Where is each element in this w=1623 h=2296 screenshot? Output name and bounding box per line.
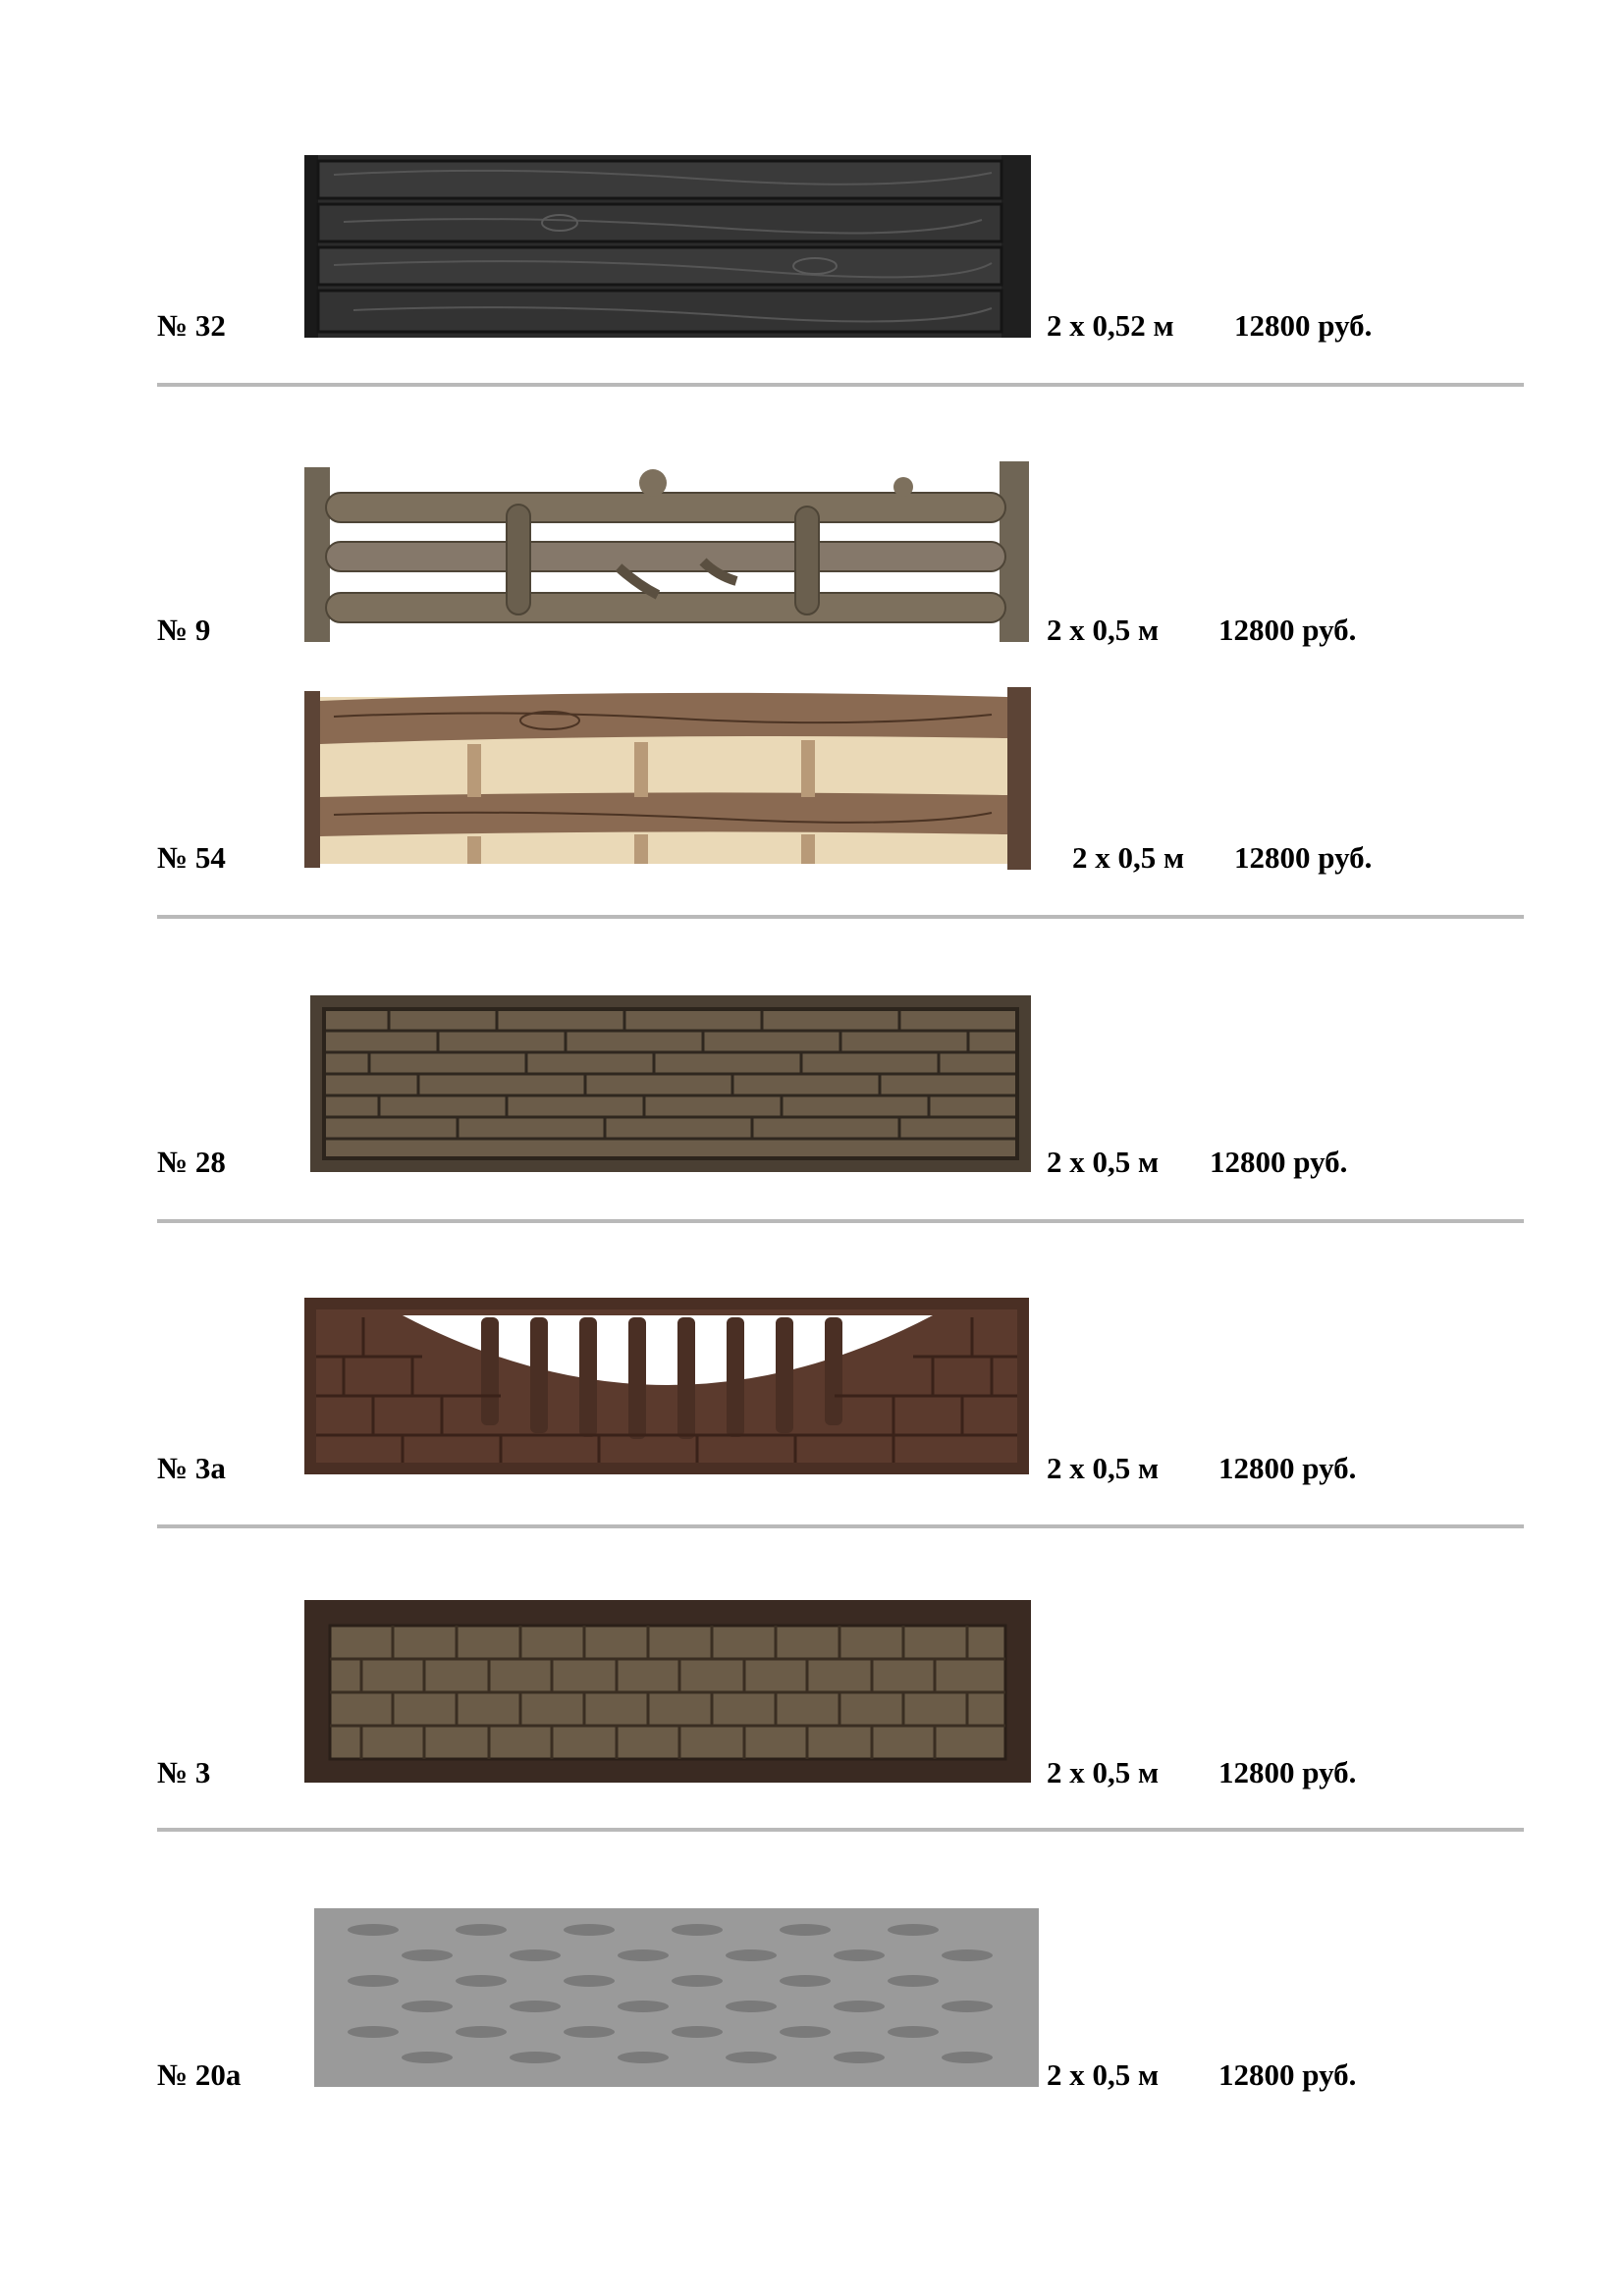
separator-line: [157, 383, 1524, 387]
fence-panel-32-image: [304, 155, 1031, 338]
fence-panel-28-image: [310, 995, 1031, 1172]
separator-line: [157, 915, 1524, 919]
fence-panel-9-image: [304, 457, 1029, 644]
item-size: 2 х 0,5 м: [1047, 2057, 1160, 2092]
fence-panel-3-image: [304, 1600, 1031, 1783]
item-label: № 9: [157, 613, 211, 647]
item-price: 12800 руб.: [1218, 2057, 1357, 2092]
item-price: 12800 руб.: [1234, 840, 1373, 875]
item-size: 2 х 0,5 м: [1047, 1145, 1160, 1179]
separator-line: [157, 1828, 1524, 1832]
item-label: № 3а: [157, 1451, 226, 1485]
separator-line: [157, 1219, 1524, 1223]
item-label: № 32: [157, 308, 226, 343]
item-size: 2 х 0,5 м: [1047, 1451, 1160, 1485]
item-price: 12800 руб.: [1218, 1755, 1357, 1789]
item-label: № 3: [157, 1755, 211, 1789]
fence-panel-54-image: [304, 687, 1031, 870]
item-size: 2 х 0,5 м: [1072, 840, 1185, 875]
item-label: № 54: [157, 840, 226, 875]
item-label: № 28: [157, 1145, 226, 1179]
item-size: 2 х 0,52 м: [1047, 308, 1174, 343]
fence-panel-3a-image: [304, 1298, 1029, 1474]
item-price: 12800 руб.: [1234, 308, 1373, 343]
separator-line: [157, 1524, 1524, 1528]
item-size: 2 х 0,5 м: [1047, 613, 1160, 647]
item-label: № 20а: [157, 2057, 242, 2092]
item-size: 2 х 0,5 м: [1047, 1755, 1160, 1789]
fence-panel-20a-image: [314, 1908, 1039, 2087]
item-price: 12800 руб.: [1210, 1145, 1348, 1179]
item-price: 12800 руб.: [1218, 1451, 1357, 1485]
item-price: 12800 руб.: [1218, 613, 1357, 647]
